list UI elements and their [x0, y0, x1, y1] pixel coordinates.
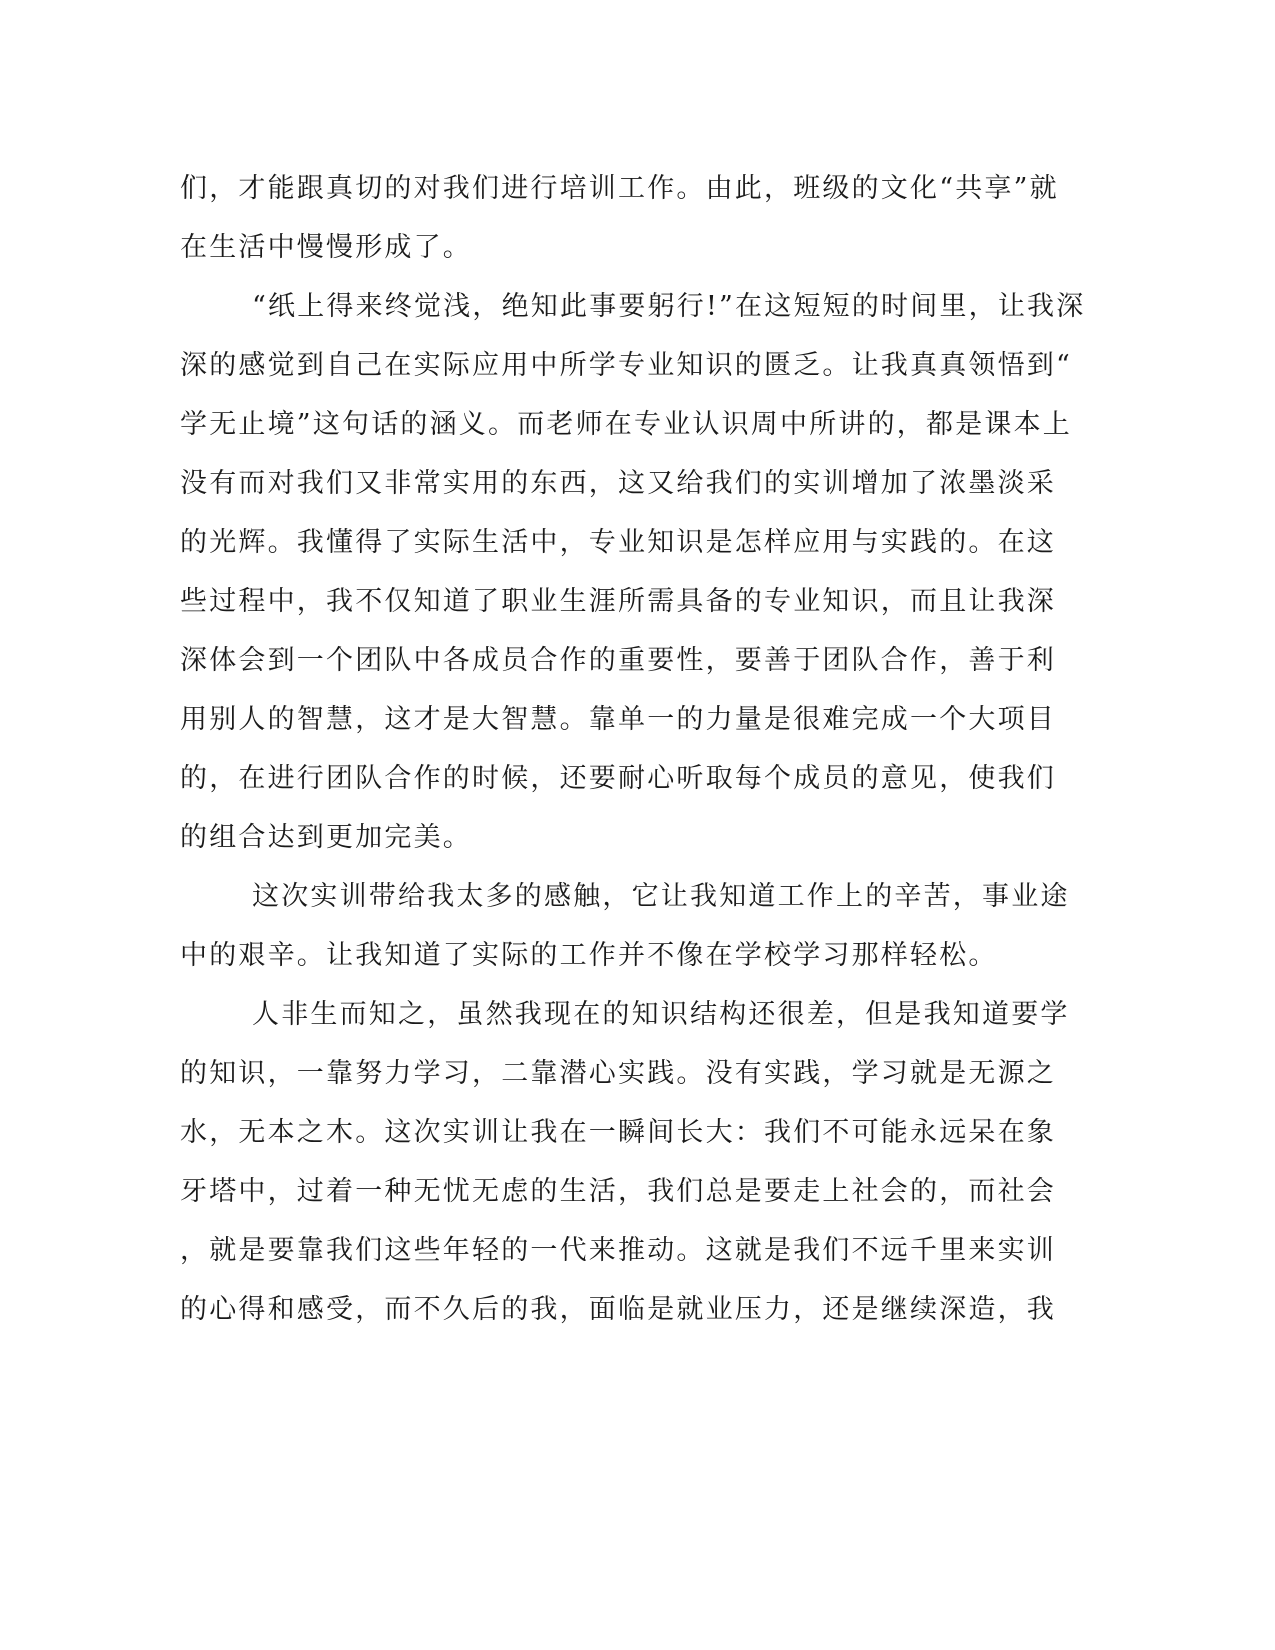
text-line: 的组合达到更加完美。 — [180, 822, 472, 853]
text-line: 中的艰辛。让我知道了实际的工作并不像在学校学习那样轻松。 — [180, 940, 998, 971]
text-line: 深的感觉到自己在实际应用中所学专业知识的匮乏。让我真真领悟到“ — [180, 350, 1073, 381]
text-line: 的，在进行团队合作的时候，还要耐心听取每个成员的意见，使我们 — [180, 763, 1056, 794]
text-line: 牙塔中，过着一种无忧无虑的生活，我们总是要走上社会的，而社会 — [180, 1176, 1056, 1207]
text-line: 人非生而知之，虽然我现在的知识结构还很差，但是我知道要学 — [252, 999, 1070, 1030]
body-text — [180, 159, 1086, 1339]
text-line: 学无止境”这句话的涵义。而老师在专业认识周中所讲的，都是课本上 — [180, 409, 1073, 440]
text-line: 这次实训带给我太多的感触，它让我知道工作上的辛苦，事业途 — [252, 881, 1070, 912]
text-line: 些过程中，我不仅知道了职业生涯所需具备的专业知识，而且让我深 — [180, 586, 1056, 617]
text-line: 在生活中慢慢形成了。 — [180, 232, 472, 263]
text-line: ，就是要靠我们这些年轻的一代来推动。这就是我们不远千里来实训 — [180, 1235, 1056, 1266]
text-line: 深体会到一个团队中各成员合作的重要性，要善于团队合作，善于利 — [180, 645, 1056, 676]
text-line: 的知识，一靠努力学习，二靠潜心实践。没有实践，学习就是无源之 — [180, 1058, 1056, 1089]
text-line: 们，才能跟真切的对我们进行培训工作。由此，班级的文化“共享”就 — [180, 173, 1059, 204]
text-line: 没有而对我们又非常实用的东西，这又给我们的实训增加了浓墨淡采 — [180, 468, 1056, 499]
text-line: 的心得和感受，而不久后的我，面临是就业压力，还是继续深造，我 — [180, 1294, 1056, 1325]
text-line: “纸上得来终觉浅，绝知此事要躬行!”在这短短的时间里，让我深 — [252, 291, 1086, 322]
text-line: 的光辉。我懂得了实际生活中，专业知识是怎样应用与实践的。在这 — [180, 527, 1056, 558]
text-line: 水，无本之木。这次实训让我在一瞬间长大：我们不可能永远呆在象 — [180, 1117, 1056, 1148]
text-line: 用别人的智慧，这才是大智慧。靠单一的力量是很难完成一个大项目 — [180, 704, 1056, 735]
